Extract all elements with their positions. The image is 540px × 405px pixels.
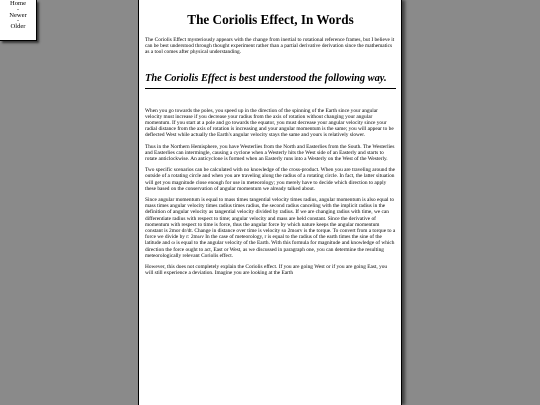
intro-paragraph: The Coriolis Effect mysteriously appears with the change from inertial to rotational reference frames, but I believe it can be best understood through thought experiment rather than a partial derivative derivation since the mathematics as a tool comes after physical understanding. <box>145 37 395 56</box>
body-paragraph: Two specific scenarios can be calculated with no knowledge of the cross-product. When you are traveling around the outside of a rotating circle and when you are traveling along the radius of a rotating circle. In fact, the latter situation will get you magnitude close enough for use in meteorology; you merely have to decide which direction to apply these based on the conservation of angular momentum we already talked about. <box>145 167 395 192</box>
body-paragraph: Since angular momentum is equal to mass times tangential velocity times radius, angular momentum is also equal to mass times angular velocity times radius times radius, the second radius canceling with the implicit radius in the definition of angular velocity as tangential velocity divided by radius. If we are changing radius with time, we can differentiate radius with respect to time; angular velocity and mass are held constant. Since the derivative of momentum with respect to time is force, thus the angular force by which nature keeps the angular momentum constant is 2mor dr/dt. Change in distance over time is velocity so 2mωrv is the torque. To convert from a torque to a force we divide by r: 2mωv In the case of meteorology, r is equal to the radius of the earth times the sine of the latitude and ω is equal to the angular velocity of the Earth. With this formula for magnitude and knowledge of which direction the force ought to act, East or West, as we discussed in paragraph one, you can determine the resulting meteorologically relevant Coriolis effect. <box>145 197 396 259</box>
section-spacer <box>145 89 396 108</box>
page-title: The Coriolis Effect, In Words <box>187 12 354 27</box>
article-page <box>138 0 402 405</box>
older-link[interactable]: Older <box>10 23 26 31</box>
body-paragraph: However, this does not completely explain the Coriolis effect. If you are going West or if you are going East, you will still experience a deviation. Imagine you are looking at the Earth <box>145 264 388 277</box>
home-link[interactable]: Home <box>9 0 27 7</box>
body-paragraph: When you go towards the poles, you speed up in the direction of the spinning of the Earth since your angular velocity must increase if you decrease your radius from the axis of rotation without changing your angular momentum. If you start at a pole and go towards the equator, you must decrease your angular velocity since your radial distance from the axis of rotation is increasing and your angular momentum is the same; you will appear to be deflected West while actually the Earth's angular velocity stays the same and yours is relatively slower. <box>145 107 394 139</box>
nav-box <box>0 0 37 41</box>
nav-separator: - <box>17 6 19 13</box>
newer-link[interactable]: Newer <box>9 11 27 19</box>
nav-separator: - <box>17 18 19 25</box>
body-paragraph: Thus in the Northern Hemisphere, you have Westerlies from the North and Easterlies from the South. The Westerlies and Easterlies can intermingle, causing a cyclone when a Westerly hits the West side of an Easterly and starts to rotate anticlockwise. An anticyclone is formed when an Easterly runs into a Westerly on the West of the Westerly. <box>145 143 395 163</box>
section-heading: The Coriolis Effect is best understood the following way. <box>145 71 396 89</box>
